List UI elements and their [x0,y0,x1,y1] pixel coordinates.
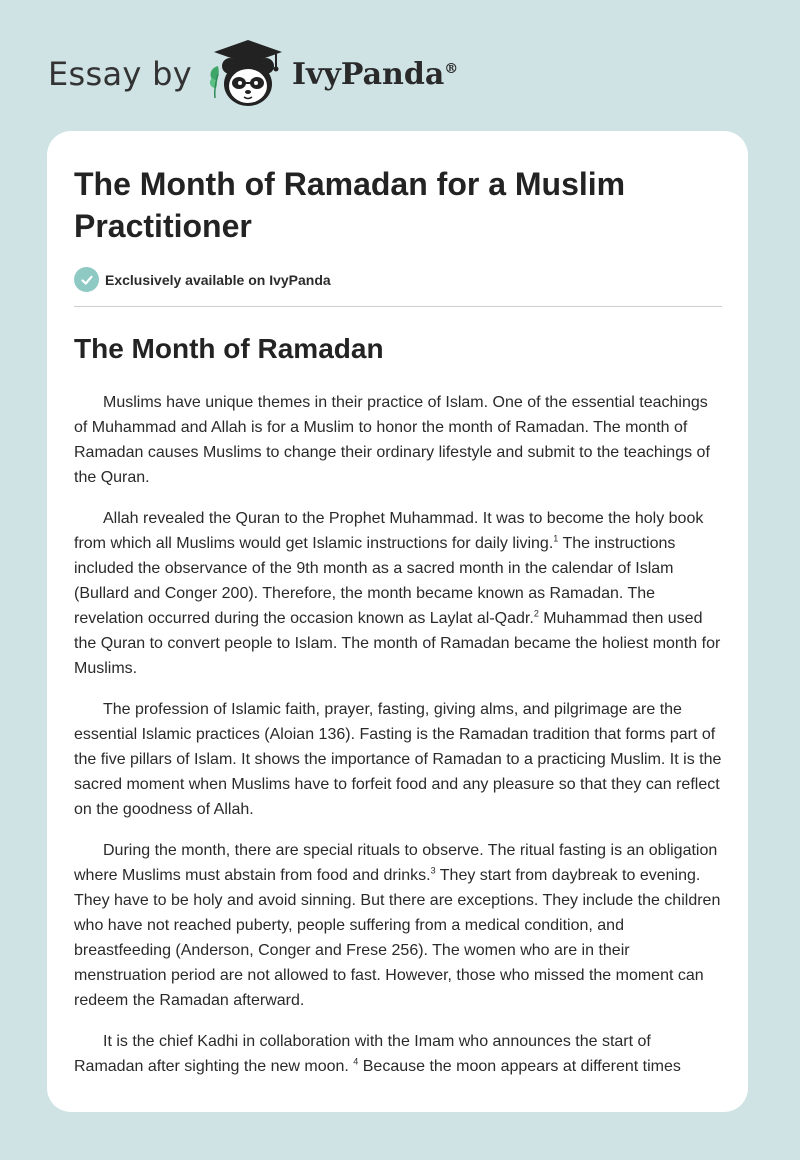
check-icon [74,267,99,292]
registered-mark: ® [444,60,459,77]
essay-by-label: Essay by [48,55,192,93]
body-paragraph: The profession of Islamic faith, prayer, fasting, giving alms, and pilgrimage are the essential Islamic practices (Aloian 136). Fasting is the Ramadan tradition that forms part of the five pillars of Islam. It shows the importance of Ramadan to a practicing Muslim. It is the sacred moment when Muslims have to forfeit food and any pleasure so that they can reflect on the goodness of Allah. [74,701,722,818]
ivypanda-wordmark[interactable] [292,57,458,92]
essay-body [74,390,722,1079]
ivypanda-logo-icon[interactable] [206,36,288,112]
body-paragraph: During the month, there are special rituals to observe. The ritual fasting is an obligation where Muslims must abstain from food and drinks.$^3$ They start from daybreak to evening. They have to be holy and avoid sinning. But there are exceptions. They include the children who have not reached puberty, people suffering from a medical condition, and breastfeeding (Anderson, Conger and Frese 256). The women who are in their menstruation period are not allowed to fast. However, those who missed the moment can redeem the Ramadan afterward. [74,842,721,1009]
essay-card [47,131,748,1112]
section-heading: The Month of Ramadan [74,333,384,364]
divider [74,306,722,307]
footnote-ref[interactable]: 1 [553,533,559,544]
body-paragraph: Muslims have unique themes in their practice of Islam. One of the essential teachings of Muhammad and Allah is for a Muslim to honor the month of Ramadan. The month of Ramadan causes Muslims to change their ordinary lifestyle and submit to the teachings of the Quran. [74,394,710,486]
exclusive-badge [74,267,722,292]
body-paragraph: Allah revealed the Quran to the Prophet Muhammad. It was to become the holy book from which all Muslims would get Islamic instructions for daily living.$^1$ The instructions included the observance of the 9th month as a sacred month in the calendar of Islam (Bullard and Conger 200). Therefore, the month became known as Ramadan. The revelation occurred during the occasion known as Laylat al-Qadr.$^2$ Muhammad then used the Quran to convert people to Islam. The month of Ramadan became the holiest month for Muslims. [74,510,721,677]
brand-name: IvyPanda [291,56,445,92]
footnote-ref[interactable]: 3 [430,865,436,876]
body-paragraph: It is the chief Kadhi in collaboration with the Imam who announces the start of Ramadan after sighting the new moon. $^4$ Because the moon appears at different times [74,1033,681,1075]
essay-title: The Month of Ramadan for a Muslim Practitioner [74,166,626,244]
footnote-ref[interactable]: 2 [533,608,539,619]
footnote-ref[interactable]: 4 [353,1056,359,1067]
brand-header [48,36,458,112]
exclusive-label: Exclusively available on IvyPanda [105,271,331,288]
